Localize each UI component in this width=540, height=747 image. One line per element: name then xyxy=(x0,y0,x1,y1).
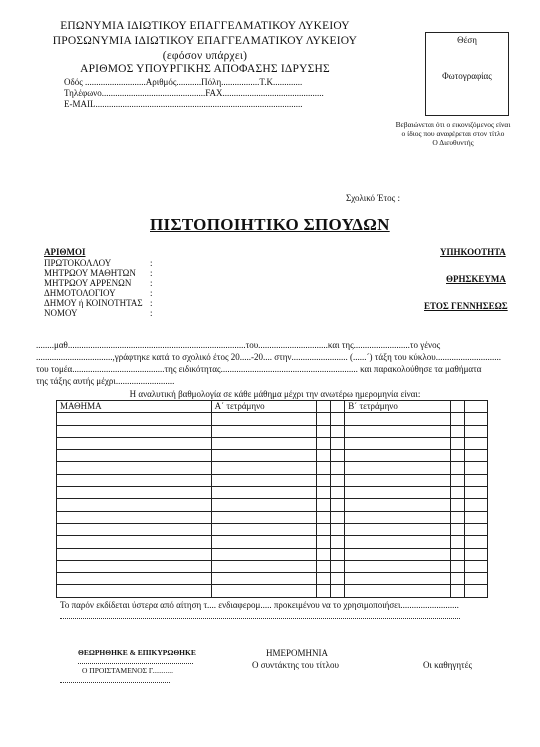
table-cell xyxy=(331,585,345,597)
table-cell xyxy=(345,585,451,597)
table-cell xyxy=(317,548,331,560)
table-cell xyxy=(345,548,451,560)
table-cell xyxy=(317,536,331,548)
table-cell xyxy=(331,487,345,499)
table-cell xyxy=(57,487,212,499)
table-row xyxy=(57,450,488,462)
table-cell xyxy=(317,523,331,535)
colon: : xyxy=(150,298,153,308)
table-cell xyxy=(57,511,212,523)
school-name-label: ΕΠΩΝΥΜΙΑ ΙΔΙΩΤΙΚΟΥ ΕΠΑΓΓΕΛΜΑΤΙΚΟΥ ΛΥΚΕΙΟΥ xyxy=(60,20,350,32)
head-signature-line xyxy=(60,682,170,683)
school-alias-label: ΠΡΟΣΩΝΥΜΙΑ ΙΔΙΩΤΙΚΟΥ ΕΠΑΓΓΕΛΜΑΤΙΚΟΥ ΛΥΚΕΙΟΥ xyxy=(52,35,358,47)
table-cell xyxy=(317,499,331,511)
table-cell xyxy=(465,560,488,572)
table-cell xyxy=(317,474,331,486)
table-row xyxy=(57,413,488,425)
colon: : xyxy=(150,278,153,288)
table-cell xyxy=(211,523,317,535)
table-cell xyxy=(211,585,317,597)
table-cell xyxy=(451,413,465,425)
table-cell xyxy=(57,413,212,425)
table-cell xyxy=(345,462,451,474)
colon: : xyxy=(150,308,153,318)
religion-label: ΘΡΗΣΚΕΥΜΑ xyxy=(446,274,506,284)
table-cell xyxy=(211,536,317,548)
table-cell xyxy=(451,548,465,560)
table-cell xyxy=(451,437,465,449)
table-cell xyxy=(331,523,345,535)
field-municipality: ΔΗΜΟΥ ή ΚΟΙΝΟΤΗΤΑΣ xyxy=(44,298,143,308)
table-row xyxy=(57,548,488,560)
table-cell xyxy=(465,425,488,437)
table-cell xyxy=(331,474,345,486)
author-label: Ο συντάκτης του τίτλου xyxy=(252,660,339,670)
table-cell xyxy=(451,487,465,499)
purpose-line: Το παρόν εκδίδεται ύστερα από αίτηση τ.... ενδιαφερομ..... προκειμένου να το χρησιμοποιήσει.......................... xyxy=(60,600,459,610)
table-cell xyxy=(211,487,317,499)
document-title: ΠΙΣΤΟΠΟΙΗΤΙΚΟ ΣΠΟΥΔΩΝ xyxy=(150,215,390,234)
table-cell xyxy=(331,573,345,585)
table-cell xyxy=(451,536,465,548)
table-cell xyxy=(317,511,331,523)
header-term-a: Α΄ τετράμηνο xyxy=(211,401,317,413)
table-cell xyxy=(465,499,488,511)
table-cell xyxy=(451,585,465,597)
table-row xyxy=(57,462,488,474)
certify-signer: Ο Διευθυντής xyxy=(432,138,474,147)
table-cell xyxy=(57,523,212,535)
purpose-blank-line xyxy=(60,618,460,619)
table-cell xyxy=(345,474,451,486)
table-cell xyxy=(465,536,488,548)
table-cell xyxy=(465,437,488,449)
table-cell xyxy=(317,573,331,585)
table-cell xyxy=(345,413,451,425)
table-cell xyxy=(465,487,488,499)
table-cell xyxy=(465,573,488,585)
photo-box-label-1: Θέση xyxy=(457,35,477,45)
table-cell xyxy=(345,536,451,548)
field-protocol: ΠΡΩΤΟΚΟΛΛΟΥ xyxy=(44,258,112,268)
table-cell xyxy=(211,573,317,585)
body-line-2: ..................................,γράφτηκε κατά το σχολικό έτος 20.....-20.... στην......................... (......´) τάξη του κύκλου............................. xyxy=(36,352,501,362)
table-row xyxy=(57,425,488,437)
field-male-register: ΜΗΤΡΩΟΥ ΑΡΡΕΝΩΝ xyxy=(44,278,132,288)
table-cell xyxy=(211,413,317,425)
table-cell xyxy=(57,425,212,437)
table-cell xyxy=(57,585,212,597)
table-cell xyxy=(451,573,465,585)
head-label: Ο ΠΡΟΙΣΤΑΜΕΝΟΣ Γ........... xyxy=(82,666,173,675)
table-cell xyxy=(345,499,451,511)
table-cell xyxy=(345,450,451,462)
table-cell xyxy=(465,413,488,425)
table-cell xyxy=(331,413,345,425)
table-cell xyxy=(57,573,212,585)
table-cell xyxy=(211,450,317,462)
seen-ratified-label: ΘΕΩΡΗΘΗΚΕ & ΕΠΙΚΥΡΩΘΗΚΕ xyxy=(78,648,196,657)
table-cell xyxy=(317,437,331,449)
table-cell xyxy=(331,536,345,548)
table-cell xyxy=(211,425,317,437)
table-cell xyxy=(331,450,345,462)
grades-table xyxy=(56,400,488,598)
table-cell xyxy=(317,560,331,572)
table-cell xyxy=(211,548,317,560)
table-row xyxy=(57,437,488,449)
table-cell xyxy=(211,474,317,486)
address-line: Οδός ...........................Αριθμός...........Πόλη.................Τ.Κ............. xyxy=(64,77,303,87)
photo-box-label-2: Φωτογραφίας xyxy=(442,71,492,81)
table-cell xyxy=(345,560,451,572)
table-cell xyxy=(331,425,345,437)
colon: : xyxy=(150,288,153,298)
table-cell xyxy=(331,462,345,474)
table-cell xyxy=(331,548,345,560)
table-cell xyxy=(331,437,345,449)
table-cell xyxy=(451,499,465,511)
table-cell xyxy=(57,536,212,548)
birth-year-label: ΕΤΟΣ ΓΕΝΝΗΣΕΩΣ xyxy=(424,301,508,311)
table-cell xyxy=(345,511,451,523)
table-cell xyxy=(451,523,465,535)
phone-fax-line: Τηλέφωνο..............................................FAX............................................. xyxy=(64,88,324,98)
table-cell xyxy=(211,499,317,511)
table-cell xyxy=(57,474,212,486)
table-cell xyxy=(57,462,212,474)
table-cell xyxy=(345,425,451,437)
table-row xyxy=(57,536,488,548)
numbers-heading: ΑΡΙΘΜΟΙ xyxy=(44,247,86,257)
field-municipal-register: ΔΗΜΟΤΟΛΟΓΙΟΥ xyxy=(44,288,116,298)
photo-box xyxy=(425,32,509,116)
table-cell xyxy=(317,413,331,425)
table-cell xyxy=(345,487,451,499)
table-cell xyxy=(345,573,451,585)
table-cell xyxy=(211,560,317,572)
table-cell xyxy=(465,523,488,535)
table-row xyxy=(57,560,488,572)
table-row xyxy=(57,474,488,486)
table-cell xyxy=(451,462,465,474)
teachers-label: Οι καθηγητές xyxy=(423,660,473,670)
header-term-b: Β΄ τετράμηνο xyxy=(345,401,451,413)
body-line-1: ........μαθ...............................................................................του...............................και της.........................το γένος xyxy=(36,340,441,350)
table-row xyxy=(57,511,488,523)
table-row xyxy=(57,573,488,585)
school-year-label: Σχολικό Έτος : xyxy=(346,193,400,203)
seen-signature-line xyxy=(78,663,193,664)
table-cell xyxy=(345,437,451,449)
citizenship-label: ΥΠΗΚΟΟΤΗΤΑ xyxy=(440,247,506,257)
date-label: ΗΜΕΡΟΜΗΝΙΑ xyxy=(266,648,329,658)
header-subject: ΜΑΘΗΜΑ xyxy=(57,401,212,413)
table-row xyxy=(57,499,488,511)
table-cell xyxy=(331,511,345,523)
table-cell xyxy=(211,462,317,474)
table-cell xyxy=(57,560,212,572)
colon: : xyxy=(150,258,153,268)
table-row xyxy=(57,487,488,499)
table-cell xyxy=(465,450,488,462)
table-cell xyxy=(465,548,488,560)
table-cell xyxy=(451,511,465,523)
table-cell xyxy=(451,560,465,572)
table-cell xyxy=(317,487,331,499)
table-cell xyxy=(451,474,465,486)
table-cell xyxy=(57,548,212,560)
body-line-4: της τάξης αυτής μέχρι.......................... xyxy=(36,376,175,386)
colon: : xyxy=(150,268,153,278)
table-row xyxy=(57,523,488,535)
table-cell xyxy=(451,425,465,437)
certify-line-2: ο ίδιος που αναφέρεται στον τίτλο xyxy=(401,129,505,138)
table-cell xyxy=(57,499,212,511)
table-row xyxy=(57,585,488,597)
table-cell xyxy=(317,585,331,597)
table-cell xyxy=(211,511,317,523)
body-line-3: του τομέα.........................................της ειδικότητας............................................................. και παρακολούθησε τα μαθήματα xyxy=(36,364,482,374)
table-cell xyxy=(451,450,465,462)
email-line: E-MAIL............................................................................................ xyxy=(64,99,303,109)
field-student-register: ΜΗΤΡΩΟΥ ΜΑΘΗΤΩΝ xyxy=(44,268,136,278)
table-caption: Η αναλυτική βαθμολογία σε κάθε μάθημα μέχρι την ανωτέρω ημερομηνία είναι: xyxy=(129,389,421,399)
table-header-row xyxy=(57,401,488,413)
founding-decision-label: ΑΡΙΘΜΟΣ ΥΠΟΥΡΓΙΚΗΣ ΑΠΟΦΑΣΗΣ ΙΔΡΥΣΗΣ xyxy=(80,63,330,75)
table-cell xyxy=(345,523,451,535)
table-cell xyxy=(465,585,488,597)
table-cell xyxy=(317,450,331,462)
table-cell xyxy=(465,462,488,474)
table-cell xyxy=(57,437,212,449)
table-cell xyxy=(317,425,331,437)
school-alias-note: (εφόσον υπάρχει) xyxy=(162,50,248,62)
table-cell xyxy=(465,474,488,486)
table-cell xyxy=(317,462,331,474)
table-cell xyxy=(211,437,317,449)
table-cell xyxy=(465,511,488,523)
table-cell xyxy=(57,450,212,462)
field-prefecture: ΝΟΜΟΥ xyxy=(44,308,78,318)
certify-line-1: Βεβαιώνεται ότι ο εικονιζόμενος είναι xyxy=(395,120,511,129)
table-cell xyxy=(331,499,345,511)
table-cell xyxy=(331,560,345,572)
